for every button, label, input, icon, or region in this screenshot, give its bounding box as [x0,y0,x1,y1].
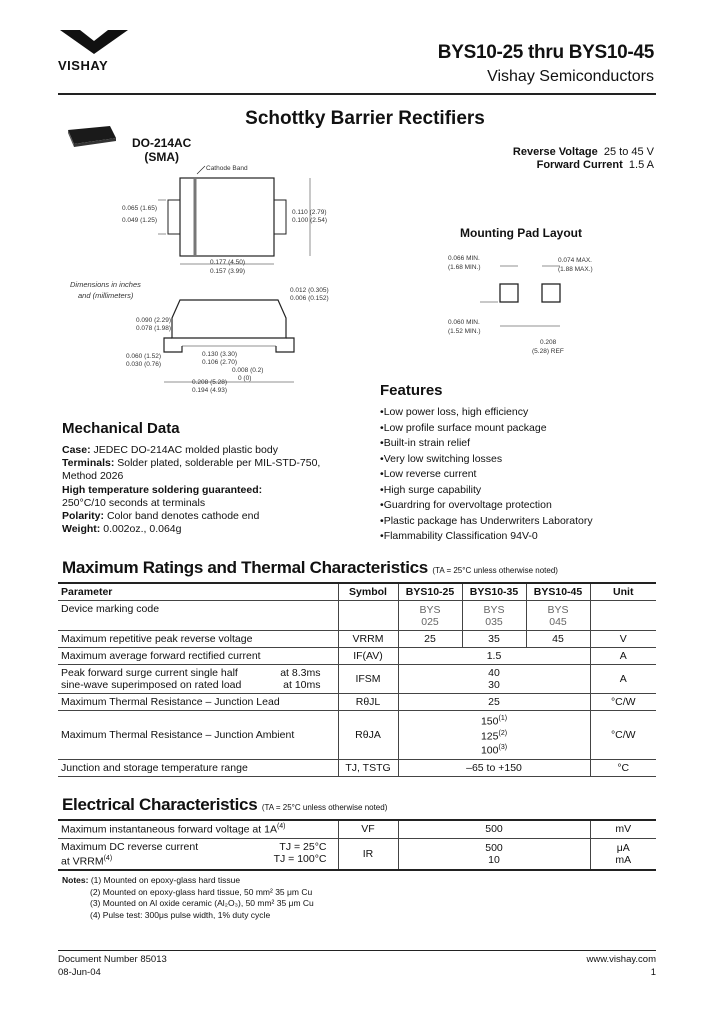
tj-value: –65 to +150 [398,759,590,776]
col-symbol: Symbol [338,583,398,601]
tj-unit: °C [590,759,656,776]
vrrm-unit: V [590,631,656,648]
dim-d3: 0.110 (2.79) [292,209,327,216]
rthja-values [398,711,590,760]
dim-d15: 0.008 (0.2) [232,367,264,374]
feature-item: • Plastic package has Underwriters Laboratory [380,514,593,530]
electrical-table [58,819,656,871]
forward-current-value: 1.5 A [628,159,654,171]
dim-d6: 0.157 (3.99) [210,268,246,275]
dim-d16: 0 (0) [238,375,252,382]
vrrm-25: 25 [398,631,462,648]
notes-label: Notes: [62,875,89,885]
ir-param-2: at VRRM [61,855,104,867]
marking-35 [462,601,526,631]
notes [62,875,314,921]
dim-d1: 0.065 (1.65) [122,205,158,212]
footer-right [586,953,656,979]
ir-values [398,838,590,870]
pad-dim-3b: (1.52 MIN.) [448,328,481,335]
ifav-unit: A [590,648,656,665]
tj-param: Junction and storage temperature range [58,759,338,776]
terminals-text: Solder plated, solderable per MIL-STD-750, [117,457,321,470]
vf-note: (4) [276,823,286,830]
col-bys10-35: BYS10-35 [462,583,526,601]
ir-units [590,838,656,870]
rthja-value-2: 125 [480,730,499,742]
mechanical-data [62,444,362,536]
part-range-title: BYS10-25 thru BYS10-45 [437,42,654,63]
vrrm-35: 35 [462,631,526,648]
pad-dim-4b: (5.28) REF [532,348,564,355]
feature-item: • Built-in strain relief [380,436,593,452]
ifsm-cond-2: at 10ms [283,679,321,691]
vrrm-param: Maximum repetitive peak reverse voltage [58,631,338,648]
rthjl-unit: °C/W [590,694,656,711]
marking-35-b: 035 [485,615,503,628]
marking-25-b: 025 [421,615,439,628]
ifsm-unit: A [590,665,656,694]
electrical-heading-text: Electrical Characteristics [62,795,258,814]
dim-d12: 0.030 (0.76) [126,361,162,368]
ifsm-cond-1: at 8.3ms [280,667,321,679]
footer-left [58,953,167,979]
ratings-heading-text: Maximum Ratings and Thermal Characteristics [62,558,428,577]
dim-d7: 0.012 (0.305) [290,287,329,294]
logo-text: VISHAY [58,58,109,73]
table-row [58,665,656,694]
reverse-voltage-value: 25 to 45 V [603,146,654,158]
dim-d4: 0.100 (2.54) [292,217,328,224]
dims-note-2: and (millimeters) [78,291,134,300]
terminals-text-2: Method 2026 [62,470,124,483]
page-title: Schottky Barrier Rectifiers [245,108,485,129]
forward-current-label: Forward Current [536,159,623,171]
features-list [380,405,593,545]
mechanical-heading: Mechanical Data [62,420,180,437]
dim-d10: 0.078 (1.98) [136,325,172,332]
ir-value-2: 10 [488,853,500,866]
package-name-main: DO-214AC [132,136,192,150]
dim-d14: 0.106 (2.70) [202,359,238,366]
table-row [58,711,656,760]
ratings-heading [62,558,558,578]
table-row [58,601,656,631]
feature-item-continued: • Flammability Classification 94V-0 [380,529,593,545]
company-name: Vishay Semiconductors [487,68,654,85]
package-photo [64,124,118,148]
ifsm-value-2: 30 [488,679,500,691]
rthja-unit: °C/W [590,711,656,760]
ratings-table [58,582,656,777]
note-3: (3) Mounted on Al oxide ceramic (Al₂O₃), 50 mm² 35 μm Cu [90,898,314,908]
table-header-row [58,583,656,601]
soldering-text: 250°C/10 seconds at terminals [62,496,206,509]
table-row [58,820,656,838]
col-parameter: Parameter [58,583,338,601]
rthjl-symbol: RθJL [338,694,398,711]
cathode-band-label: Cathode Band [206,165,248,172]
ir-note: (4) [103,854,113,862]
mounting-pad-title: Mounting Pad Layout [460,226,582,240]
marking-25 [398,601,462,631]
rthja-note-3: (3) [498,744,508,751]
polarity-label: Polarity: [62,510,105,523]
pad-dim-1a: 0.066 MIN. [448,255,480,262]
rthja-value-1: 150 [480,715,499,728]
dim-d5: 0.177 (4.50) [210,259,246,266]
pad-dim-1b: (1.68 MIN.) [448,264,481,271]
dim-d18: 0.194 (4.93) [192,387,228,394]
vf-value: 500 [398,820,590,838]
note-2: (2) Mounted on epoxy-glass hard tissue, 50 mm² 35 μm Cu [90,886,313,897]
ir-value-1: 500 [485,841,503,854]
ratings-condition: (TA = 25°C unless otherwise noted) [432,566,558,575]
feature-item: • Very low switching losses [380,452,593,468]
marking-25-a: BYS [419,603,441,616]
marking-unit [590,601,656,631]
marking-45 [526,601,590,631]
note-1: (1) Mounted on epoxy-glass hard tissue [90,875,241,885]
rthjl-value: 25 [398,694,590,711]
table-row [58,648,656,665]
feature-item: • Low reverse current [380,467,593,483]
marking-param: Device marking code [58,601,338,631]
rthja-note-1: (1) [498,715,508,722]
ifav-symbol: IF(AV) [338,648,398,665]
spec-summary [513,146,654,172]
electrical-condition: (TA = 25°C unless otherwise noted) [261,803,388,812]
ir-cond-1: TJ = 25°C [279,840,327,853]
pad-dim-4a: 0.208 [540,339,557,346]
rthja-symbol: RθJA [338,711,398,760]
package-name-alt: (SMA) [144,150,180,164]
ifsm-param-2: sine-wave superimposed on rated load [61,679,242,691]
ir-symbol: IR [338,838,398,870]
mounting-pad-drawing [440,248,620,358]
col-bys10-25: BYS10-25 [398,583,462,601]
vrrm-45: 45 [526,631,590,648]
table-row [58,631,656,648]
rthja-note-2: (2) [498,729,508,737]
weight-label: Weight: [62,523,101,536]
ifsm-param [58,665,338,694]
ir-param-1: Maximum DC reverse current [61,840,199,853]
rthjl-param: Maximum Thermal Resistance – Junction Lead [58,694,338,711]
dim-d8: 0.006 (0.152) [290,295,329,302]
terminals-label: Terminals: [62,457,115,470]
case-text: JEDEC DO-214AC molded plastic body [93,444,278,456]
table-row [58,694,656,711]
case-label: Case: [62,444,91,456]
rthja-value-3: 100 [480,744,499,757]
tj-symbol: TJ, TSTG [338,759,398,776]
features-heading: Features [380,382,443,399]
marking-45-a: BYS [547,603,569,616]
ir-unit-1: μA [616,841,630,854]
marking-symbol [338,601,398,631]
dim-d9: 0.090 (2.29) [136,317,172,324]
footer-rule [58,950,656,951]
marking-35-a: BYS [483,603,505,616]
ifsm-symbol: IFSM [338,665,398,694]
polarity-text: Color band denotes cathode end [106,510,260,523]
feature-item: • Low profile surface mount package [380,421,593,437]
dim-d2: 0.049 (1.25) [122,217,158,224]
ifav-param: Maximum average forward rectified current [58,648,338,665]
pad-dim-2a: 0.074 MAX. [558,257,592,264]
dim-d11: 0.060 (1.52) [126,353,162,360]
ir-unit-2: mA [615,853,632,866]
col-bys10-45: BYS10-45 [526,583,590,601]
ifsm-values [398,665,590,694]
reverse-voltage-label: Reverse Voltage [512,146,598,158]
vf-param [58,820,338,838]
feature-item: • Low power loss, high efficiency [380,405,593,421]
soldering-label: High temperature soldering guaranteed: [62,483,263,496]
vf-param-text: Maximum instantaneous forward voltage at 1A [61,823,277,836]
document-number: Document Number 85013 [58,954,167,965]
table-row [58,759,656,776]
feature-item: • Guardring for overvoltage protection [380,498,593,514]
vf-symbol: VF [338,820,398,838]
document-date: 08-Jun-04 [58,967,101,978]
marking-45-b: 045 [549,615,567,628]
vrrm-symbol: VRRM [338,631,398,648]
electrical-heading [62,795,387,815]
vf-unit: mV [590,820,656,838]
dims-note-1: Dimensions in inches [70,280,141,289]
ifsm-param-1: Peak forward surge current single half [61,667,238,679]
package-outline-drawing [60,160,340,400]
feature-item: • High surge capability [380,483,593,499]
rthja-param: Maximum Thermal Resistance – Junction Ambient [58,711,338,760]
col-unit: Unit [590,583,656,601]
page-number: 1 [650,967,656,978]
pad-dim-3a: 0.060 MIN. [448,319,480,326]
table-row [58,838,656,870]
note-4: (4) Pulse test: 300μs pulse width, 1% duty cycle [90,909,271,920]
ifsm-value-1: 40 [488,667,500,679]
pad-dim-2b: (1.88 MAX.) [558,266,593,273]
ir-cond-2: TJ = 100°C [273,852,327,865]
dim-d17: 0.208 (5.28) [192,379,228,386]
ifav-value: 1.5 [398,648,590,665]
header-rule [58,93,656,95]
dim-d13: 0.130 (3.30) [202,351,238,358]
website-link[interactable]: www.vishay.com [586,954,656,965]
weight-text: 0.002oz., 0.064g [103,523,182,536]
ir-param [58,838,338,870]
